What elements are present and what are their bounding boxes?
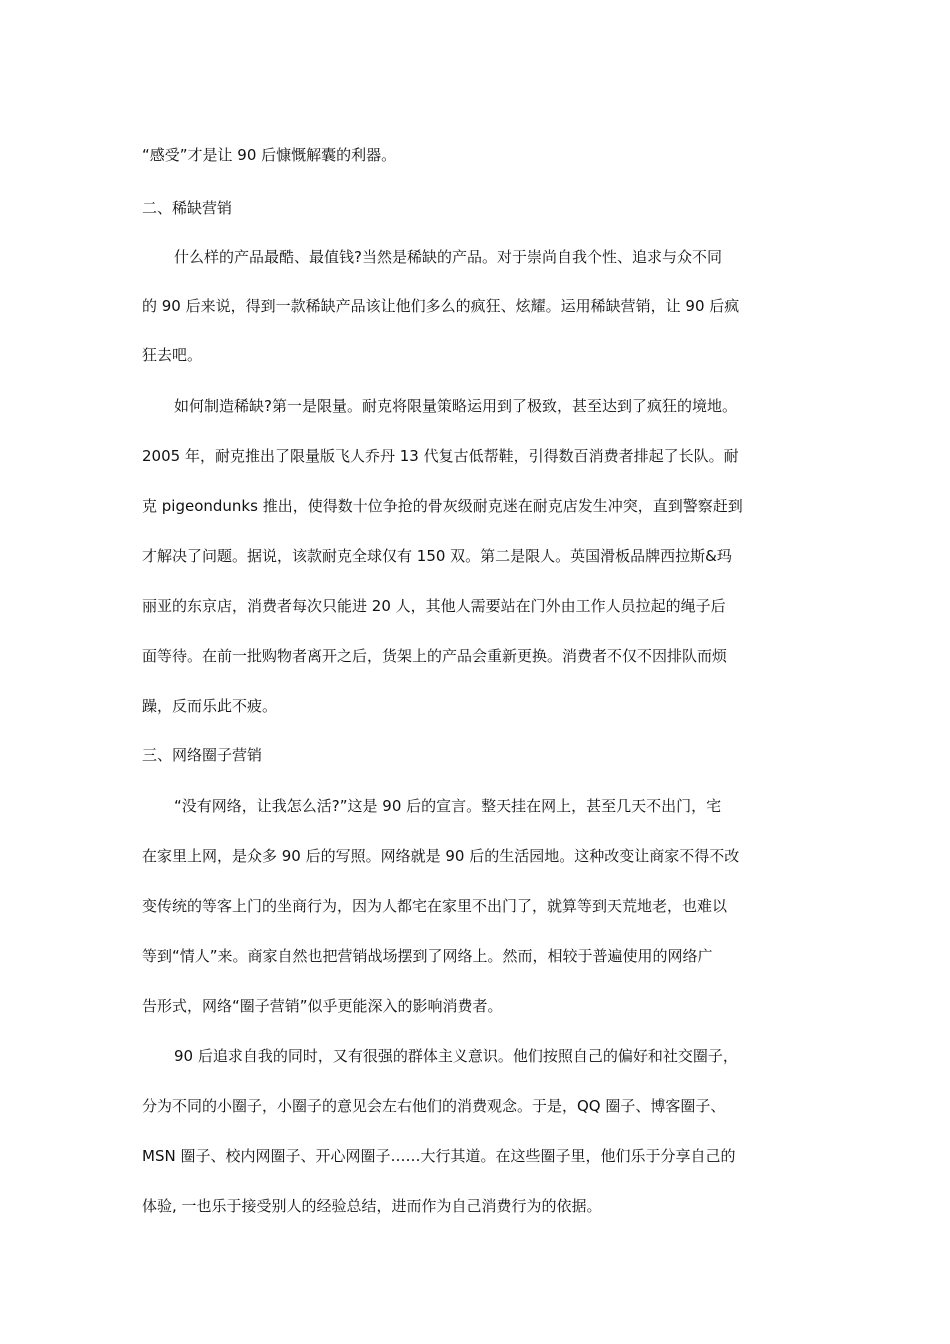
paragraph-line: MSN 圈子、校内网圈子、开心网圈子……大行其道。在这些圈子里，他们乐于分享自己的: [142, 1147, 736, 1165]
paragraph-line: 克 pigeondunks 推出，使得数十位争抢的骨灰级耐克迷在耐克店发生冲突，直到警察赶到: [142, 497, 743, 515]
paragraph-line: 分为不同的小圈子，小圈子的意见会左右他们的消费观念。于是，QQ 圈子、博客圈子、: [142, 1097, 726, 1115]
paragraph-line: 变传统的等客上门的坐商行为，因为人都宅在家里不出门了，就算等到天荒地老，也难以: [142, 897, 728, 915]
paragraph-line: 2005 年，耐克推出了限量版飞人乔丹 13 代复古低帮鞋，引得数百消费者排起了长队。耐: [142, 447, 739, 465]
paragraph-line: 才解决了问题。据说，该款耐克全球仅有 150 双。第二是限人。英国滑板品牌西拉斯&玛: [142, 547, 732, 565]
section-heading-scarcity-marketing: 二、稀缺营销: [142, 199, 233, 217]
paragraph-line: 在家里上网，是众多 90 后的写照。网络就是 90 后的生活园地。这种改变让商家不得不改: [142, 847, 740, 865]
paragraph-line: 狂去吧。: [142, 346, 203, 364]
paragraph-line: 的 90 后来说，得到一款稀缺产品该让他们多么的疯狂、炫耀。运用稀缺营销，让 90 后疯: [142, 297, 740, 315]
paragraph-line: 体验, 一也乐于接受别人的经验总结，进而作为自己消费行为的依据。: [142, 1197, 602, 1215]
paragraph-line: 告形式，网络“圈子营销”似乎更能深入的影响消费者。: [142, 997, 503, 1015]
paragraph-line: 面等待。在前一批购物者离开之后，货架上的产品会重新更换。消费者不仅不因排队而烦: [142, 647, 728, 665]
paragraph-line: 90 后追求自我的同时，又有很强的群体主义意识。他们按照自己的偏好和社交圈子，: [174, 1047, 738, 1065]
paragraph-line: 什么样的产品最酷、最值钱?当然是稀缺的产品。对于崇尚自我个性、追求与众不同: [174, 248, 722, 266]
paragraph-line: 如何制造稀缺?第一是限量。耐克将限量策略运用到了极致，甚至达到了疯狂的境地。: [174, 397, 737, 415]
intro-line: “感受”才是让 90 后慷慨解囊的利器。: [142, 146, 397, 164]
paragraph-line: 等到“情人”来。商家自然也把营销战场摆到了网络上。然而，相较于普遍使用的网络广: [142, 947, 713, 965]
paragraph-line: 躁，反而乐此不疲。: [142, 697, 278, 715]
section-heading-network-circle-marketing: 三、网络圈子营销: [142, 746, 263, 764]
paragraph-line: 丽亚的东京店，消费者每次只能进 20 人，其他人需要站在门外由工作人员拉起的绳子后: [142, 597, 726, 615]
paragraph-line: “没有网络，让我怎么活?”这是 90 后的宣言。整天挂在网上，甚至几天不出门，宅: [174, 797, 722, 815]
